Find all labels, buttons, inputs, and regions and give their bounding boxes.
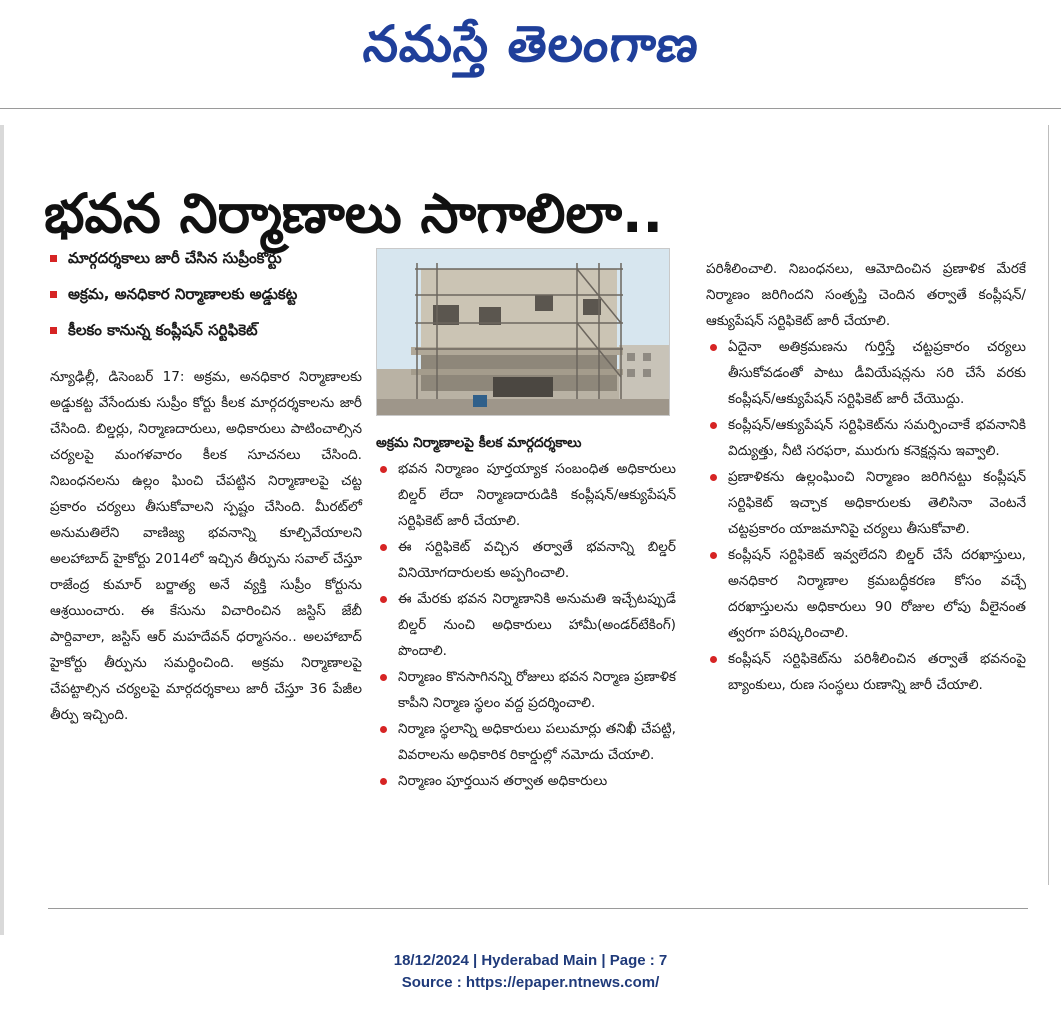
highlight-text: మార్గదర్శకాలు జారీ చేసిన సుప్రీంకోర్టు — [68, 249, 282, 267]
edition-info: 18/12/2024 | Hyderabad Main | Page : 7 — [393, 952, 668, 969]
photo-caption: అక్రమ నిర్మాణాలపై కీలక మార్గదర్శకాలు — [376, 435, 582, 451]
guideline-item — [706, 334, 1026, 412]
header-divider — [0, 108, 1061, 109]
page-edge-right — [1048, 125, 1049, 885]
guideline-item — [376, 664, 676, 716]
round-bullet-icon — [380, 726, 387, 733]
guideline-item — [376, 456, 676, 534]
guideline-item — [376, 716, 676, 768]
guideline-text: కంప్లీషన్ సర్టిఫికెట్‌ను పరిశీలించిన తర్వాతే భవనంపై బ్యాంకులు, రుణ సంస్థలు రుణాన్ని జారీ చేయాలి. — [728, 651, 1026, 693]
article-body-text: న్యూఢిల్లీ, డిసెంబర్ 17: అక్రమ, అనధికార నిర్మాణాలకు అడ్డుకట్ట వేసేందుకు సుప్రీం కోర్టు కీలక మార్గదర్శకాలను జారీ చేసింది. బిల్డర్లు, నిర్మాణదారులు, అధికారులు పాటించాల్సిన చర్యలపై మంగళవారం కీలక సూచనలు చేసింది. నిబంధనలను ఉల్లం ఘించి చేపట్టిన నిర్మాణాలపై చట్ట ప్రకారం చర్యలు తీసుకోవాలని స్పష్టం చేసింది. మీరట్‌లో అనుమతిలేని వాణిజ్య భవనాన్ని కూల్చివేయాలని అలహాబాద్ హైకోర్టు 2014లో ఇచ్చిన తీర్పును సవాల్ చేస్తూ రాజేంద్ర కుమార్ బర్జాత్య అనే వ్యక్తి సుప్రీం కోర్టును ఆశ్రయించారు. ఈ కేసును విచారించిన జస్టిస్ జేబీ పార్దివాలా, జస్టిస్ ఆర్ మహదేవన్ ధర్మాసనం.. అలహాబాద్ హైకోర్టు తీర్పును సమర్థించింది. అక్రమ నిర్మాణాలపై చేపట్టాల్సిన చర్యలపై మార్గదర్శకాలు జారీ చేస్తూ 36 పేజీల తీర్పు ఇచ్చింది. — [50, 369, 362, 723]
building-photo — [376, 248, 670, 416]
highlight-item — [48, 276, 368, 312]
guideline-text: కంప్లీషన్ సర్టిఫికెట్ ఇవ్వలేదని బిల్డర్ చేసే దరఖాస్తులు, అనధికార నిర్మాణాల క్రమబద్ధీకరణ కోసం వచ్చే దరఖాస్తులను అధికారులు 90 రోజుల లోపు వీలైనంత త్వరగా పరిష్కరించాలి. — [728, 547, 1026, 641]
round-bullet-icon — [710, 552, 717, 559]
guideline-item — [706, 464, 1026, 542]
square-bullet-icon — [50, 291, 57, 298]
highlight-item — [48, 312, 368, 348]
guideline-text: భవన నిర్మాణం పూర్తయ్యాక సంబంధిత అధికారులు బిల్డర్ లేదా నిర్మాణదారుడికి కంప్లీషన్/ఆక్యుపేషన్ సర్టిఫికెట్ జారీ చేయాలి. — [398, 461, 676, 529]
continuation-text: పరిశీలించాలి. నిబంధనలు, ఆమోదించిన ప్రణాళిక మేరకే నిర్మాణం జరిగిందని సంతృప్తి చెందిన తర్వాతే కంప్లీషన్/ఆక్యుపేషన్ సర్టిఫికెట్ జారీ చేయాలి. — [706, 261, 1026, 329]
round-bullet-icon — [380, 674, 387, 681]
guideline-item — [706, 646, 1026, 698]
round-bullet-icon — [380, 544, 387, 551]
guideline-text: నిర్మాణ స్థలాన్ని అధికారులు పలుమార్లు తనిఖీ చేపట్టి, వివరాలను అధికారిక రికార్డుల్లో నమోదు చేయాలి. — [398, 721, 676, 763]
highlight-text: కీలకం కానున్న కంప్లీషన్ సర్టిఫికెట్ — [68, 321, 258, 339]
newspaper-logo: నమస్తే తెలంగాణ — [360, 14, 703, 73]
source-link[interactable]: Source : https://epaper.ntnews.com/ — [401, 974, 660, 991]
square-bullet-icon — [50, 327, 57, 334]
guideline-item — [376, 534, 676, 586]
round-bullet-icon — [710, 422, 717, 429]
article-column-1 — [50, 364, 362, 894]
guideline-item — [706, 412, 1026, 464]
page-edge-left — [0, 125, 4, 935]
article-column-2 — [376, 248, 676, 888]
square-bullet-icon — [50, 255, 57, 262]
guideline-item — [376, 586, 676, 664]
guideline-text: ఈ మేరకు భవన నిర్మాణానికి అనుమతి ఇచ్చేటప్పుడే బిల్డర్ నుంచి అధికారులు హామీ(అండర్‌టేకింగ్) పొందాలి. — [398, 591, 676, 659]
guideline-text: నిర్మాణం పూర్తయిన తర్వాత అధికారులు — [398, 773, 608, 789]
guideline-text: ప్రణాళికను ఉల్లంఘించి నిర్మాణం జరిగినట్టు కంప్లీషన్ సర్టిఫికెట్ ఇచ్చాక అధికారులకు తెలిసినా వెంటనే చట్టప్రకారం యాజమానిపై చర్యలు తీసుకోవాలి. — [728, 469, 1026, 537]
highlight-item — [48, 240, 368, 276]
round-bullet-icon — [710, 656, 717, 663]
round-bullet-icon — [710, 474, 717, 481]
round-bullet-icon — [380, 466, 387, 473]
guideline-item — [706, 542, 1026, 646]
guideline-text: కంప్లీషన్/ఆక్యుపేషన్ సర్టిఫికెట్‌ను సమర్పించాకే భవనానికి విద్యుత్తు, నీటి సరఫరా, మురుగు కనెక్షన్లను ఇవ్వాలి. — [728, 417, 1026, 459]
building-construction-image — [377, 249, 669, 415]
article-column-3 — [706, 256, 1026, 886]
guideline-text: ఏదైనా అతిక్రమణను గుర్తిస్తే చట్టప్రకారం చర్యలు తీసుకోవడంతో పాటు డీవియేషన్లను సరి చేసే వరకు కంప్లీషన్/ఆక్యుపేషన్ సర్టిఫికెట్ జారీ చేయొద్దు. — [728, 339, 1026, 407]
highlight-text: అక్రమ, అనధికార నిర్మాణాలకు అడ్డుకట్ట — [68, 285, 298, 303]
article-headline: భవన నిర్మాణాలు సాగాలిలా.. — [44, 182, 664, 246]
article-bottom-divider — [48, 908, 1028, 909]
round-bullet-icon — [380, 596, 387, 603]
round-bullet-icon — [380, 778, 387, 785]
guideline-text: ఈ సర్టిఫికెట్ వచ్చిన తర్వాతే భవనాన్ని బిల్డర్ వినియోగదారులకు అప్పగించాలి. — [398, 539, 676, 581]
round-bullet-icon — [710, 344, 717, 351]
article-highlights — [48, 240, 368, 348]
guideline-item — [376, 768, 676, 794]
guideline-text: నిర్మాణం కొనసాగినన్ని రోజులు భవన నిర్మాణ ప్రణాళిక కాపీని నిర్మాణ స్థలం వద్ద ప్రదర్శించాలి. — [398, 669, 676, 711]
masthead — [0, 0, 1061, 100]
